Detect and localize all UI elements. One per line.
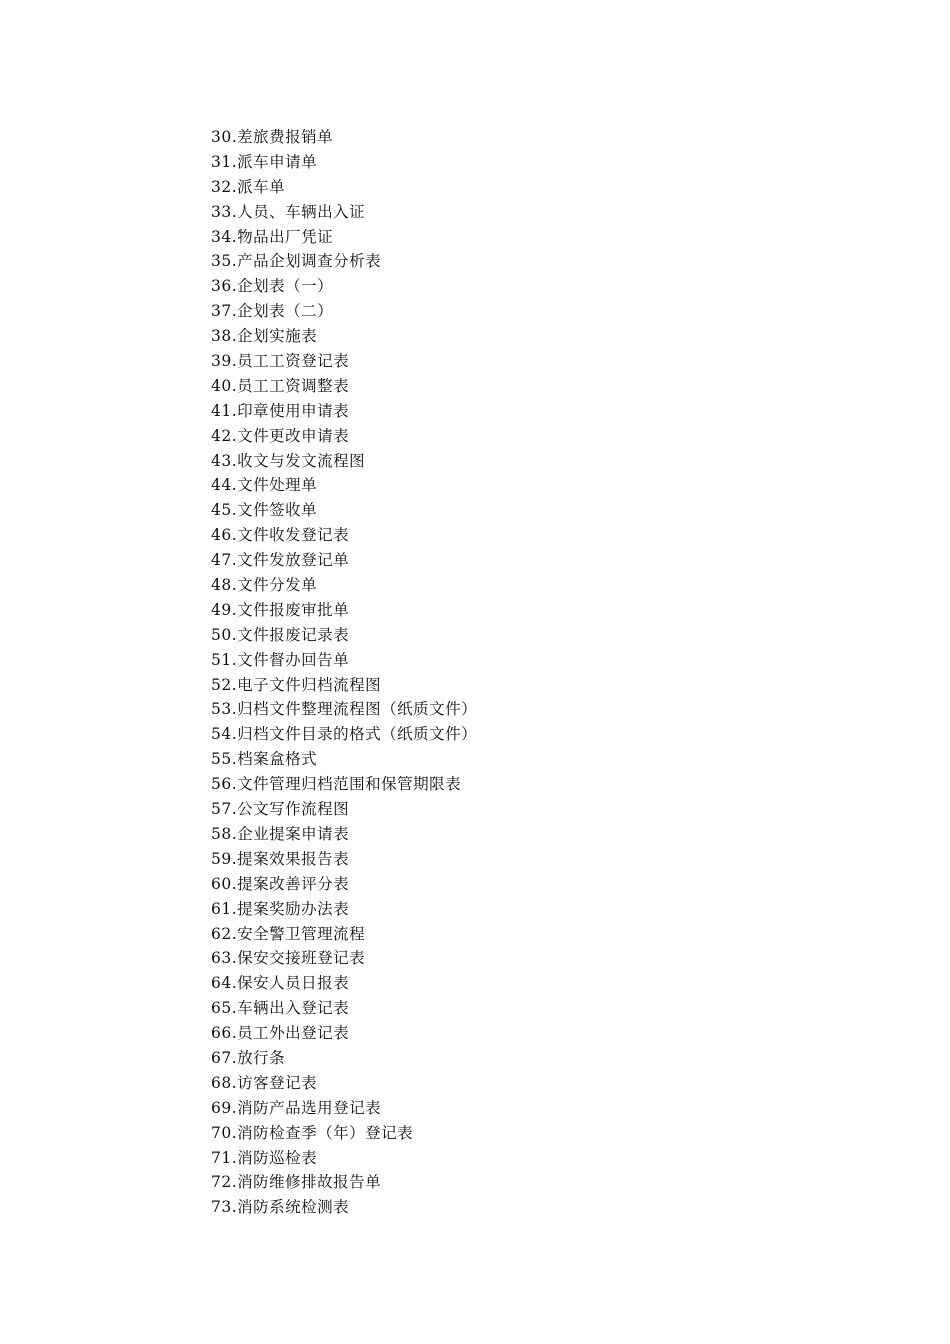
list-item: 50.文件报废记录表	[211, 625, 350, 644]
list-item: 56.文件管理归档范围和保管期限表	[211, 775, 462, 794]
list-item: 59.提案效果报告表	[211, 849, 350, 868]
list-item: 63.保安交接班登记表	[211, 949, 366, 968]
list-item: 66.员工外出登记表	[211, 1024, 350, 1043]
list-item: 61.提案奖励办法表	[211, 899, 350, 918]
list-item: 39.员工工资登记表	[211, 352, 350, 371]
list-item: 34.物品出厂凭证	[211, 227, 334, 246]
list-item: 69.消防产品选用登记表	[211, 1098, 382, 1117]
list-item: 32.派车单	[211, 177, 286, 196]
list-item: 73.消防系统检测表	[211, 1198, 350, 1217]
list-item: 62.安全警卫管理流程	[211, 924, 366, 943]
list-item: 55.档案盒格式	[211, 750, 318, 769]
list-item: 51.文件督办回告单	[211, 650, 350, 669]
list-item: 47.文件发放登记单	[211, 551, 350, 570]
list-item: 40.员工工资调整表	[211, 376, 350, 395]
list-item: 48.文件分发单	[211, 576, 318, 595]
list-item: 71.消防巡检表	[211, 1148, 318, 1167]
list-item: 70.消防检查季（年）登记表	[211, 1123, 414, 1142]
list-item: 67.放行条	[211, 1048, 286, 1067]
list-item: 35.产品企划调查分析表	[211, 252, 382, 271]
list-item: 54.归档文件目录的格式（纸质文件）	[211, 725, 478, 744]
list-item: 64.保安人员日报表	[211, 974, 350, 993]
list-item: 42.文件更改申请表	[211, 426, 350, 445]
list-item: 45.文件签收单	[211, 501, 318, 520]
list-item: 38.企划实施表	[211, 327, 318, 346]
list-item: 58.企业提案申请表	[211, 824, 350, 843]
list-item: 44.文件处理单	[211, 476, 318, 495]
list-item: 72.消防维修排故报告单	[211, 1173, 382, 1192]
list-item: 68.访客登记表	[211, 1073, 318, 1092]
list-item: 33.人员、车辆出入证	[211, 202, 366, 221]
list-item: 36.企划表（一）	[211, 277, 334, 296]
list-item: 46.文件收发登记表	[211, 526, 350, 545]
list-item: 31.派车申请单	[211, 152, 318, 171]
list-item: 43.收文与发文流程图	[211, 451, 366, 470]
list-item: 30.差旅费报销单	[211, 128, 334, 146]
list-item: 49.文件报废审批单	[211, 600, 350, 619]
list-item: 53.归档文件整理流程图（纸质文件）	[211, 700, 478, 719]
list-item: 65.车辆出入登记表	[211, 999, 350, 1018]
list-item: 41.印章使用申请表	[211, 401, 350, 420]
list-item: 52.电子文件归档流程图	[211, 675, 382, 694]
list-item: 57.公文写作流程图	[211, 800, 350, 819]
list-item: 60.提案改善评分表	[211, 874, 350, 893]
list-item: 37.企划表（二）	[211, 302, 334, 321]
form-list	[211, 125, 477, 1220]
